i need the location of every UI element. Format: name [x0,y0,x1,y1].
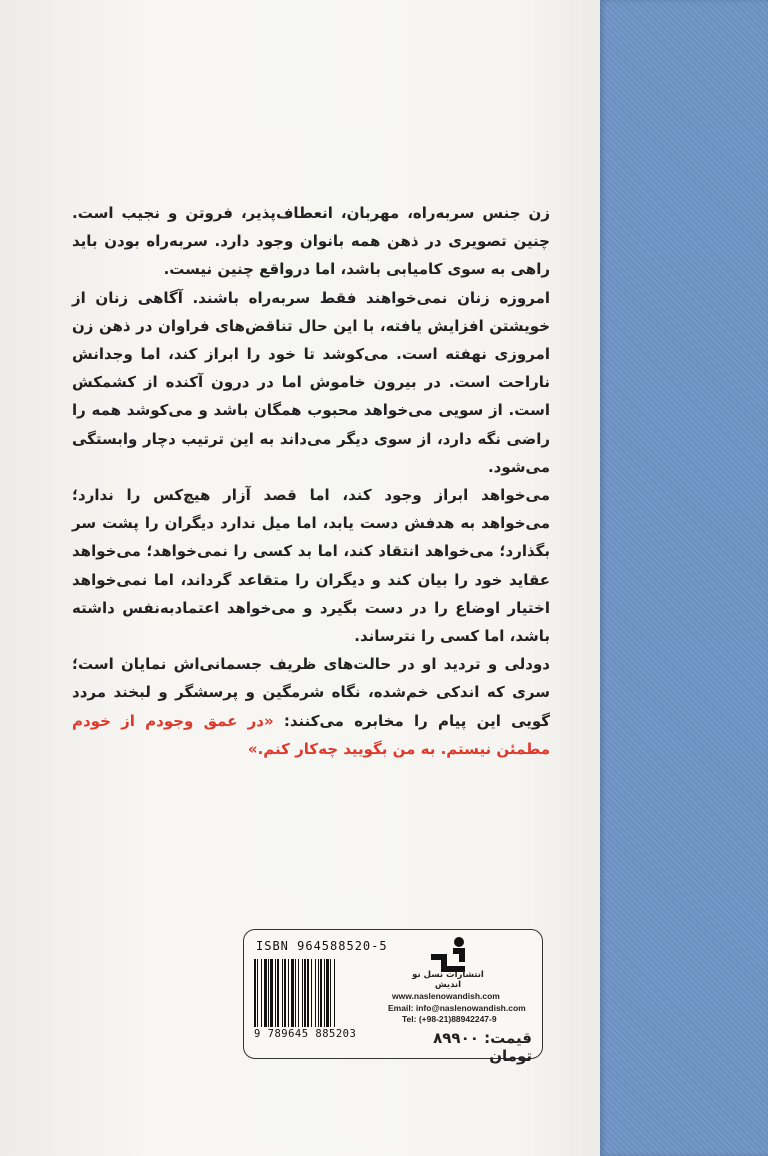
barcode-icon [254,959,380,1027]
blue-side-band [600,0,768,1156]
barcode-number: 9 789645 885203 [254,1028,357,1040]
blurb-paragraph-4 [72,650,550,763]
publisher-email: Email: info@naslenowandish.com [388,1003,526,1013]
publisher-website: www.naslenowandish.com [392,991,500,1001]
publisher-name: انتشارات نسل نو اندیش [412,970,484,990]
price-label: قیمت: ۸۹۹۰۰ تومان [433,1029,532,1065]
highlighted-quote: «در عمق وجودم از خودم مطمئن نیستم. به من بگویید چه‌کار کنم.» [72,711,550,758]
publisher-phone: Tel: (+98-21)88942247-9 [402,1014,497,1024]
blurb-paragraph-1: زن جنس سربه‌راه، مهربان، انعطاف‌پذیر، فروتن و نجیب است. چنین تصویری در ذهن همه بانوان وجود دارد. سربه‌راه بودن باید راهی به سوی کامیابی باشد، اما درواقع چنین نیست. [72,204,550,279]
isbn-label: ISBN 964588520-5 [256,939,388,953]
blurb-paragraph-4-text: دودلی و تردید او در حالت‌های ظریف جسمانی‌اش نمایان است؛ سری که اندکی خم‌شده، نگاه شرمگین و پرسشگر و لبخند مردد گویی این پیام را مخابره می‌کنند: [72,655,550,730]
publisher-info-box [243,929,543,1065]
blurb-text [72,199,550,763]
blurb-paragraph-2: امروزه زنان نمی‌خواهند فقط سربه‌راه باشند. آگاهی زنان از خویشتن افزایش یافته، با این حال تناقض‌های فراوان در ذهن زن امروزی نهفته است. می‌کوشد تا خود را ابراز کند، اما وجدانش ناراحت است. در بیرون خاموش اما در درون آکنده از کشمکش است. از سویی می‌خواهد محبوب همگان باشد و می‌کوشد همه را راضی نگه دارد، از سوی دیگر می‌داند به این ترتیب دچار وابستگی می‌شود. [72,288,550,476]
blurb-paragraph-3: می‌خواهد ابراز وجود کند، اما قصد آزار هیچ‌کس را ندارد؛ می‌خواهد به هدفش دست یابد، اما میل ندارد دیگران را پشت سر بگذارد؛ می‌خواهد انتقاد کند، اما بد کسی را نمی‌خواهد؛ می‌خواهد عقاید خود را بیان کند و دیگران را متقاعد گرداند، اما نمی‌خواهد اختیار اوضاع را در دست بگیرد و می‌خواهد اعتمادبه‌نفس داشته باشد، اما کسی را نترساند. [72,486,550,646]
